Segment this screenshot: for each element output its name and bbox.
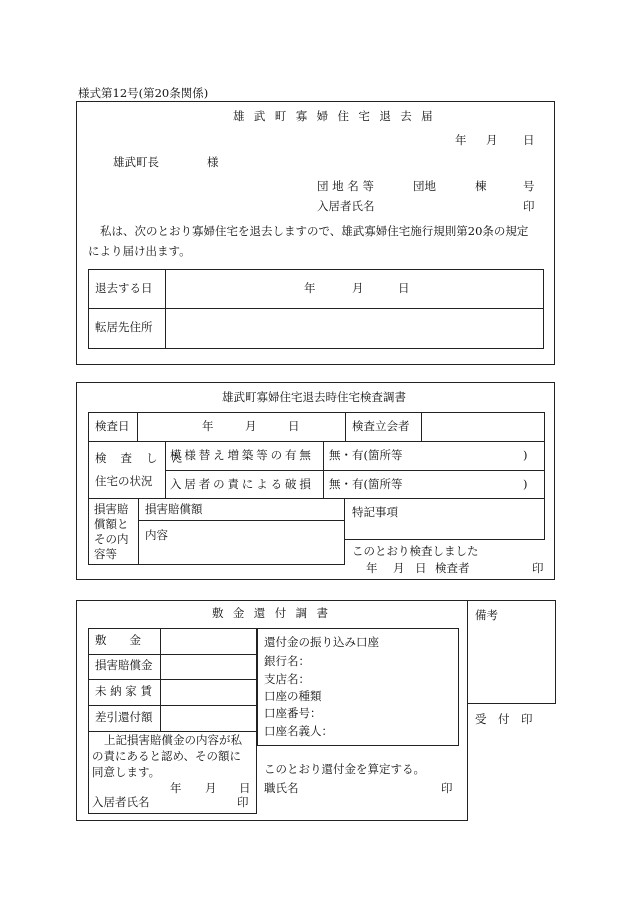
inspection-title: 雄武町寡婦住宅退去時住宅検査調書 bbox=[222, 390, 406, 404]
notice-body-line1: 私は、次のとおり寡婦住宅を退去しますので、雄武寡婦住宅施行規則第20条の規定 bbox=[100, 224, 529, 238]
resident-name-label: 入居者氏名 bbox=[317, 199, 375, 213]
confirm-year: 年 bbox=[366, 561, 378, 575]
remarks-label: 特記事項 bbox=[352, 505, 398, 519]
new-address-label: 転居先住所 bbox=[95, 320, 153, 334]
confirm-day: 日 bbox=[415, 561, 427, 575]
damage-label-line2: 償額と bbox=[94, 517, 129, 531]
calc-confirm-text: このとおり還付金を算定する。 bbox=[264, 762, 425, 776]
table-divider bbox=[138, 498, 139, 565]
consent-line1: 上記損害賠償金の内容が私 bbox=[104, 733, 242, 747]
account-title: 還付金の振り込み口座 bbox=[264, 635, 379, 649]
damage-content-label: 内容 bbox=[145, 528, 168, 542]
damage-label-line3: その内 bbox=[94, 532, 129, 546]
net-refund-field[interactable] bbox=[161, 706, 256, 731]
leave-date-label: 退去する日 bbox=[95, 281, 153, 295]
net-refund-row-label: 差引還付額 bbox=[95, 710, 153, 724]
damage-responsibility-value[interactable]: 無・有(箇所等 bbox=[329, 477, 403, 491]
form-number-label: 様式第12号(第20条関係) bbox=[78, 86, 209, 100]
notice-title: 雄 武 町 寡 婦 住 宅 退 去 届 bbox=[233, 109, 436, 123]
notice-body-line2: により届け出ます。 bbox=[88, 244, 191, 258]
consent-month: 月 bbox=[205, 781, 217, 795]
addressee: 雄武町長 bbox=[113, 155, 159, 169]
staff-name-label: 職氏名 bbox=[264, 781, 299, 795]
branch-name-label[interactable]: 支店名： bbox=[264, 672, 310, 686]
unpaid-rent-field[interactable] bbox=[161, 680, 256, 705]
inspection-date-label: 検査日 bbox=[95, 419, 130, 433]
inspection-confirm-text: このとおり検査しました bbox=[352, 544, 479, 558]
inspection-date-year: 年 bbox=[202, 419, 214, 433]
notice-date-month: 月 bbox=[486, 133, 498, 147]
received-stamp-label: 受 付 印 bbox=[475, 712, 533, 726]
witness-label: 検査立会者 bbox=[352, 419, 410, 433]
damage-label-line4: 容等 bbox=[94, 547, 117, 561]
building-suffix: 棟 bbox=[475, 179, 487, 193]
consent-line2: の責にあると認め、その額に bbox=[92, 749, 242, 763]
condition-label-line1: 検 査 し た bbox=[95, 451, 189, 465]
table-divider bbox=[138, 520, 345, 521]
notice-date-year: 年 bbox=[455, 133, 467, 147]
damage-responsibility-label: 入居者の責による破損 bbox=[170, 477, 314, 491]
staff-seal-mark: 印 bbox=[441, 781, 453, 795]
danchi-label: 団 地 名 等 bbox=[317, 179, 374, 193]
deposit-row-label: 敷 金 bbox=[95, 633, 141, 647]
confirm-month: 月 bbox=[393, 561, 405, 575]
consent-seal-mark: 印 bbox=[237, 795, 249, 809]
addressee-honorific: 様 bbox=[207, 155, 219, 169]
leave-date-day: 日 bbox=[398, 281, 410, 295]
inspection-date-day: 日 bbox=[288, 419, 300, 433]
deposit-title: 敷 金 還 付 調 書 bbox=[212, 606, 331, 620]
room-suffix: 号 bbox=[523, 179, 535, 193]
consent-day: 日 bbox=[239, 781, 251, 795]
damage-payment-row-label: 損害賠償金 bbox=[95, 658, 153, 672]
inspection-date-month: 月 bbox=[245, 419, 257, 433]
account-number-label[interactable]: 口座番号： bbox=[264, 706, 322, 720]
consent-line3: 同意します。 bbox=[92, 765, 161, 779]
notice-date-day: 日 bbox=[523, 133, 535, 147]
unpaid-rent-row-label: 未 納 家 賃 bbox=[95, 684, 152, 698]
consent-resident-label: 入居者氏名 bbox=[92, 795, 150, 809]
danchi-suffix: 団地 bbox=[413, 179, 436, 193]
renovation-close-paren: ) bbox=[523, 448, 528, 462]
deposit-amount-field[interactable] bbox=[161, 629, 256, 654]
damage-label-line1: 損害賠 bbox=[94, 502, 129, 516]
witness-field[interactable] bbox=[422, 413, 544, 441]
table-divider bbox=[137, 412, 138, 442]
consent-year: 年 bbox=[170, 781, 182, 795]
damage-amount-label: 損害賠償額 bbox=[145, 502, 203, 516]
inspector-label: 検査者 bbox=[435, 561, 470, 575]
leave-date-month: 月 bbox=[352, 281, 364, 295]
renovation-value[interactable]: 無・有(箇所等 bbox=[329, 448, 403, 462]
inspector-seal-mark: 印 bbox=[532, 561, 544, 575]
bank-name-label[interactable]: 銀行名： bbox=[264, 654, 310, 668]
renovation-label: 模様替え増築等の有無 bbox=[170, 448, 314, 462]
account-type-label[interactable]: 口座の種類 bbox=[264, 689, 322, 703]
notes-label: 備考 bbox=[475, 608, 498, 622]
damage-responsibility-close-paren: ) bbox=[523, 477, 528, 491]
condition-label-line2: 住宅の状況 bbox=[95, 474, 153, 488]
account-holder-label[interactable]: 口座名義人： bbox=[264, 724, 333, 738]
table-divider bbox=[165, 470, 545, 471]
table-divider bbox=[345, 412, 346, 442]
new-address-field[interactable] bbox=[166, 309, 544, 349]
resident-seal-mark: 印 bbox=[523, 199, 535, 213]
damage-payment-field[interactable] bbox=[161, 655, 256, 679]
leave-date-year: 年 bbox=[304, 281, 316, 295]
